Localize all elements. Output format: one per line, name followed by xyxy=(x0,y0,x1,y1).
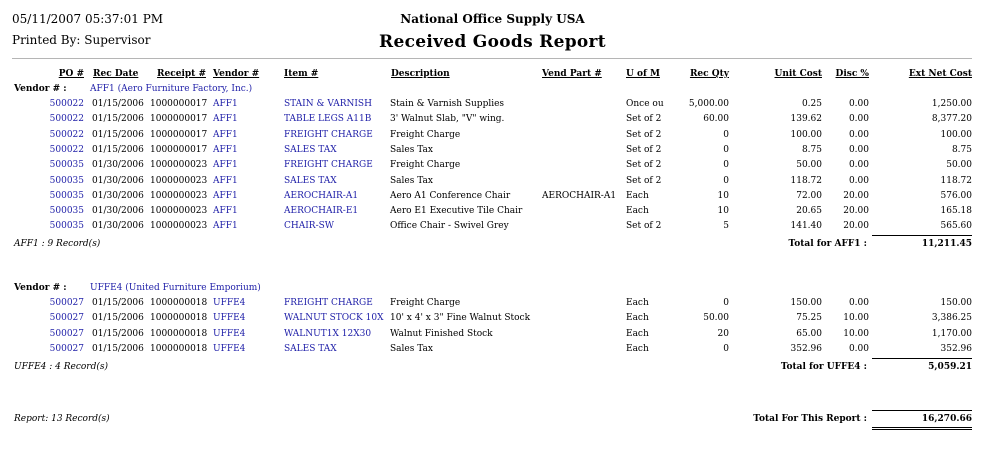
cell-rec-date: 01/30/2006 xyxy=(92,160,144,171)
cell-rec-date: 01/15/2006 xyxy=(92,99,144,109)
cell-uofm: Set of 2 xyxy=(626,221,662,232)
group-total-rule xyxy=(872,358,972,359)
cell-receipt: 1000000017 xyxy=(150,144,208,155)
cell-ext-net: 576.00 xyxy=(940,190,972,201)
cell-disc: 20.00 xyxy=(843,221,869,232)
report-total-rule xyxy=(872,410,972,411)
cell-po[interactable]: 500027 xyxy=(49,343,84,354)
cell-rec-qty: 20 xyxy=(717,328,729,339)
table-row xyxy=(0,99,985,114)
cell-ext-net: 352.96 xyxy=(940,343,972,354)
cell-unit-cost: 20.65 xyxy=(796,206,822,217)
cell-description: Stain & Varnish Supplies xyxy=(390,99,505,109)
col-po: PO # xyxy=(58,69,84,79)
cell-item[interactable]: WALNUT STOCK 10X xyxy=(284,313,384,324)
cell-description: Sales Tax xyxy=(390,144,433,155)
cell-unit-cost: 72.00 xyxy=(796,190,822,201)
cell-rec-qty: 0 xyxy=(723,160,729,171)
cell-vendor[interactable]: AFF1 xyxy=(213,144,238,155)
cell-vendor[interactable]: UFFE4 xyxy=(213,343,246,354)
cell-po[interactable]: 500035 xyxy=(49,160,84,171)
cell-item[interactable]: SALES TAX xyxy=(284,144,337,155)
cell-unit-cost: 118.72 xyxy=(790,175,822,186)
header-divider xyxy=(12,58,972,59)
cell-disc: 0.00 xyxy=(848,129,869,140)
cell-po[interactable]: 500027 xyxy=(49,298,84,308)
cell-vendor[interactable]: UFFE4 xyxy=(213,298,246,308)
cell-ext-net: 1,170.00 xyxy=(931,328,972,339)
cell-unit-cost: 352.96 xyxy=(790,343,822,354)
cell-vendor[interactable]: AFF1 xyxy=(213,99,238,109)
printed-by: Printed By: Supervisor xyxy=(12,33,151,47)
cell-unit-cost: 8.75 xyxy=(801,144,822,155)
cell-description: Freight Charge xyxy=(390,298,461,308)
cell-description: 10' x 4' x 3" Fine Walnut Stock xyxy=(390,313,531,324)
group-total-value: 5,059.21 xyxy=(928,362,972,372)
cell-ext-net: 165.18 xyxy=(940,206,972,217)
col-disc: Disc % xyxy=(835,69,869,79)
group-record-count: AFF1 : 9 Record(s) xyxy=(14,239,101,249)
cell-uofm: Set of 2 xyxy=(626,129,662,140)
cell-po[interactable]: 500035 xyxy=(49,175,84,186)
cell-po[interactable]: 500027 xyxy=(49,328,84,339)
cell-uofm: Set of 2 xyxy=(626,175,662,186)
cell-vendor[interactable]: AFF1 xyxy=(213,160,238,171)
table-row xyxy=(0,221,985,236)
group-total-rule xyxy=(872,235,972,236)
table-row xyxy=(0,130,985,145)
cell-po[interactable]: 500035 xyxy=(49,206,84,217)
cell-uofm: Each xyxy=(626,343,649,354)
table-row xyxy=(0,329,985,344)
col-ext-net: Ext Net Cost xyxy=(908,69,972,79)
cell-item[interactable]: FREIGHT CHARGE xyxy=(284,298,373,308)
cell-rec-qty: 5 xyxy=(723,221,729,232)
cell-disc: 0.00 xyxy=(848,160,869,171)
cell-receipt: 1000000018 xyxy=(150,343,208,354)
cell-ext-net: 1,250.00 xyxy=(931,99,972,109)
cell-rec-qty: 10 xyxy=(717,206,729,217)
cell-unit-cost: 139.62 xyxy=(790,114,822,125)
report-total-label: Total For This Report : xyxy=(753,414,867,424)
cell-uofm: Set of 2 xyxy=(626,160,662,171)
cell-rec-qty: 0 xyxy=(723,144,729,155)
vendor-name[interactable]: UFFE4 (United Furniture Emporium) xyxy=(90,283,261,293)
cell-item[interactable]: FREIGHT CHARGE xyxy=(284,160,373,171)
cell-receipt: 1000000023 xyxy=(150,206,208,217)
cell-ext-net: 8,377.20 xyxy=(931,114,972,125)
cell-item[interactable]: FREIGHT CHARGE xyxy=(284,129,373,140)
cell-uofm: Set of 2 xyxy=(626,144,662,155)
cell-rec-date: 01/15/2006 xyxy=(92,313,144,324)
cell-disc: 0.00 xyxy=(848,114,869,125)
cell-rec-date: 01/15/2006 xyxy=(92,298,144,308)
cell-description: 3' Walnut Slab, "V" wing. xyxy=(390,114,505,125)
cell-uofm: Each xyxy=(626,298,649,308)
cell-description: Freight Charge xyxy=(390,160,461,171)
company-name: National Office Supply USA xyxy=(400,12,585,26)
table-row xyxy=(0,191,985,206)
cell-ext-net: 3,386.25 xyxy=(931,313,972,324)
vendor-label: Vendor # : xyxy=(14,283,67,293)
cell-item[interactable]: SALES TAX xyxy=(284,175,337,186)
cell-item[interactable]: SALES TAX xyxy=(284,343,337,354)
report-total-double-rule xyxy=(872,429,972,430)
cell-rec-date: 01/15/2006 xyxy=(92,343,144,354)
cell-item[interactable]: STAIN & VARNISH xyxy=(284,99,372,109)
cell-disc: 10.00 xyxy=(843,328,869,339)
cell-po[interactable]: 500027 xyxy=(49,313,84,324)
table-row xyxy=(0,176,985,191)
cell-uofm: Each xyxy=(626,190,649,201)
group-total-label: Total for AFF1 : xyxy=(788,239,867,249)
cell-unit-cost: 0.25 xyxy=(801,99,822,109)
cell-vendor[interactable]: AFF1 xyxy=(213,221,238,232)
group-total-value: 11,211.45 xyxy=(921,239,972,249)
cell-rec-qty: 0 xyxy=(723,298,729,308)
report-title: Received Goods Report xyxy=(379,32,606,52)
cell-description: Aero E1 Executive Tile Chair xyxy=(390,206,523,217)
cell-description: Aero A1 Conference Chair xyxy=(390,190,511,201)
cell-unit-cost: 65.00 xyxy=(796,328,822,339)
cell-vendor[interactable]: UFFE4 xyxy=(213,328,246,339)
cell-item[interactable]: CHAIR-SW xyxy=(284,221,335,232)
cell-rec-qty: 50.00 xyxy=(703,313,729,324)
col-vend-part: Vend Part # xyxy=(542,69,602,79)
cell-vendor[interactable]: AFF1 xyxy=(213,190,238,201)
cell-rec-date: 01/30/2006 xyxy=(92,206,144,217)
cell-vendor[interactable]: UFFE4 xyxy=(213,313,246,324)
cell-disc: 10.00 xyxy=(843,313,869,324)
cell-disc: 0.00 xyxy=(848,298,869,308)
cell-vendor[interactable]: AFF1 xyxy=(213,114,238,125)
table-row xyxy=(0,114,985,129)
cell-disc: 0.00 xyxy=(848,175,869,186)
cell-item[interactable]: TABLE LEGS A11B xyxy=(284,114,372,125)
cell-description: Sales Tax xyxy=(390,343,433,354)
cell-rec-date: 01/30/2006 xyxy=(92,221,144,232)
cell-po[interactable]: 500022 xyxy=(49,129,84,140)
cell-vend-part: AEROCHAIR-A1 xyxy=(542,190,617,201)
cell-description: Office Chair - Swivel Grey xyxy=(390,221,509,232)
cell-receipt: 1000000023 xyxy=(150,190,208,201)
col-unit-cost: Unit Cost xyxy=(774,69,822,79)
cell-po[interactable]: 500022 xyxy=(49,99,84,109)
cell-uofm: Each xyxy=(626,328,649,339)
col-rec-date: Rec Date xyxy=(93,69,139,79)
cell-uofm: Each xyxy=(626,313,649,324)
cell-item[interactable]: AEROCHAIR-A1 xyxy=(284,190,359,201)
table-row xyxy=(0,344,985,359)
col-description: Description xyxy=(391,69,450,79)
cell-disc: 0.00 xyxy=(848,343,869,354)
col-rec-qty: Rec Qty xyxy=(689,69,729,79)
cell-disc: 20.00 xyxy=(843,206,869,217)
cell-description: Walnut Finished Stock xyxy=(390,328,493,339)
table-row xyxy=(0,298,985,313)
cell-receipt: 1000000023 xyxy=(150,175,208,186)
col-uofm: U of M xyxy=(626,69,660,79)
group-total-label: Total for UFFE4 : xyxy=(780,362,867,372)
cell-rec-qty: 10 xyxy=(717,190,729,201)
cell-rec-qty: 0 xyxy=(723,175,729,186)
cell-unit-cost: 75.25 xyxy=(796,313,822,324)
cell-rec-qty: 60.00 xyxy=(703,114,729,125)
table-row xyxy=(0,160,985,175)
cell-receipt: 1000000018 xyxy=(150,298,208,308)
cell-disc: 0.00 xyxy=(848,99,869,109)
report-total-double-rule xyxy=(872,427,972,428)
table-row xyxy=(0,206,985,221)
cell-receipt: 1000000017 xyxy=(150,129,208,140)
col-vendor: Vendor # xyxy=(213,69,260,79)
cell-rec-qty: 0 xyxy=(723,343,729,354)
report-record-count: Report: 13 Record(s) xyxy=(14,414,110,424)
cell-disc: 20.00 xyxy=(843,190,869,201)
cell-ext-net: 150.00 xyxy=(940,298,972,308)
cell-rec-qty: 0 xyxy=(723,129,729,140)
cell-unit-cost: 141.40 xyxy=(790,221,822,232)
col-receipt: Receipt # xyxy=(157,69,206,79)
cell-po[interactable]: 500035 xyxy=(49,190,84,201)
cell-ext-net: 118.72 xyxy=(940,175,972,186)
cell-unit-cost: 100.00 xyxy=(790,129,822,140)
report-datetime: 05/11/2007 05:37:01 PM xyxy=(12,12,164,26)
cell-vendor[interactable]: AFF1 xyxy=(213,129,238,140)
cell-rec-date: 01/30/2006 xyxy=(92,190,144,201)
col-item: Item # xyxy=(284,69,319,79)
cell-ext-net: 100.00 xyxy=(940,129,972,140)
cell-receipt: 1000000023 xyxy=(150,221,208,232)
cell-description: Sales Tax xyxy=(390,175,433,186)
vendor-label: Vendor # : xyxy=(14,84,67,94)
table-row xyxy=(0,145,985,160)
cell-receipt: 1000000017 xyxy=(150,99,208,109)
table-row xyxy=(0,313,985,328)
cell-item[interactable]: AEROCHAIR-E1 xyxy=(284,206,359,217)
cell-description: Freight Charge xyxy=(390,129,461,140)
cell-ext-net: 565.60 xyxy=(940,221,972,232)
cell-ext-net: 8.75 xyxy=(951,144,972,155)
cell-rec-date: 01/15/2006 xyxy=(92,144,144,155)
cell-rec-date: 01/15/2006 xyxy=(92,129,144,140)
cell-uofm: Once ou xyxy=(626,99,664,109)
cell-po[interactable]: 500022 xyxy=(49,144,84,155)
vendor-name[interactable]: AFF1 (Aero Furniture Factory, Inc.) xyxy=(90,84,253,94)
cell-receipt: 1000000018 xyxy=(150,313,208,324)
cell-ext-net: 50.00 xyxy=(946,160,972,171)
cell-uofm: Set of 2 xyxy=(626,114,662,125)
cell-disc: 0.00 xyxy=(848,144,869,155)
cell-rec-date: 01/30/2006 xyxy=(92,175,144,186)
cell-rec-date: 01/15/2006 xyxy=(92,328,144,339)
cell-unit-cost: 50.00 xyxy=(796,160,822,171)
cell-po[interactable]: 500035 xyxy=(49,221,84,232)
cell-receipt: 1000000023 xyxy=(150,160,208,171)
cell-vendor[interactable]: AFF1 xyxy=(213,206,238,217)
cell-rec-date: 01/15/2006 xyxy=(92,114,144,125)
cell-uofm: Each xyxy=(626,206,649,217)
report-total-value: 16,270.66 xyxy=(921,414,972,424)
cell-po[interactable]: 500022 xyxy=(49,114,84,125)
cell-receipt: 1000000017 xyxy=(150,114,208,125)
group-record-count: UFFE4 : 4 Record(s) xyxy=(14,362,108,372)
cell-receipt: 1000000018 xyxy=(150,328,208,339)
cell-vendor[interactable]: AFF1 xyxy=(213,175,238,186)
cell-item[interactable]: WALNUT1X 12X30 xyxy=(284,328,372,339)
cell-rec-qty: 5,000.00 xyxy=(688,99,729,109)
cell-unit-cost: 150.00 xyxy=(790,298,822,308)
